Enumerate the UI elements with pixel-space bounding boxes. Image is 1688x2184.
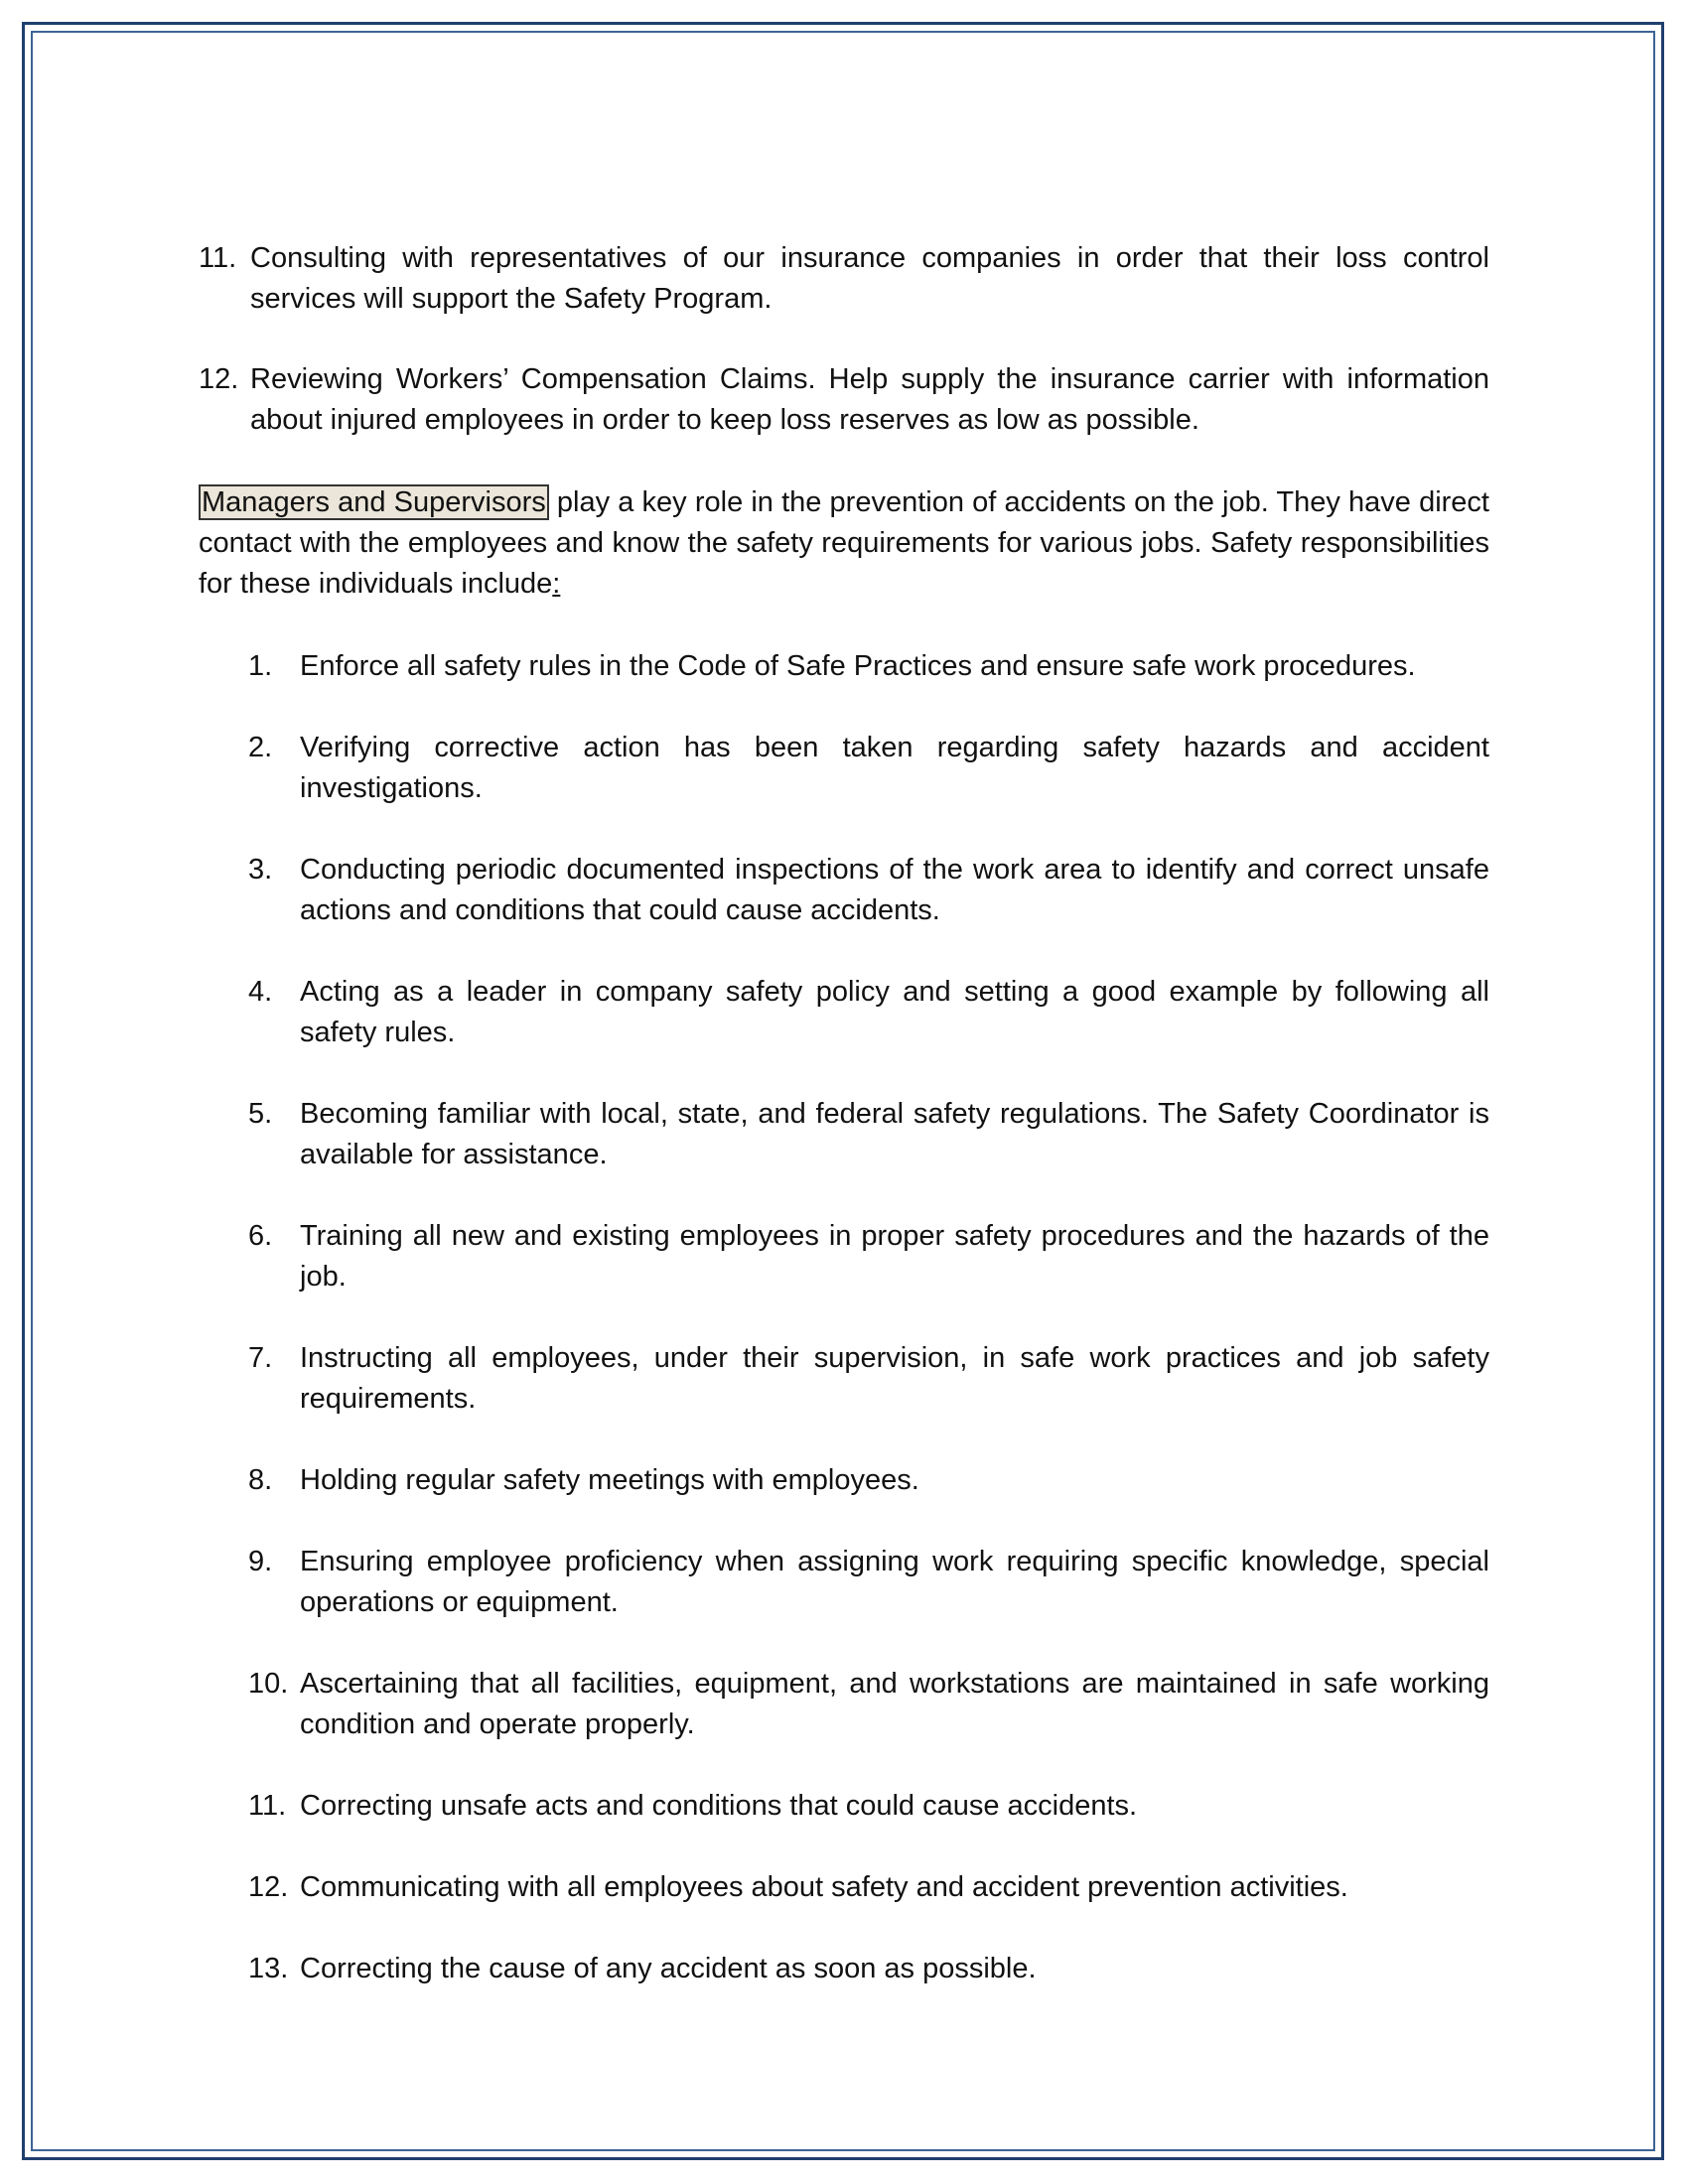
list-item bbox=[199, 1542, 1489, 1623]
list-text: Reviewing Workers’ Compensation Claims. Help supply the insurance carrier with information about injured employees in order to keep loss reserves as low as possible. bbox=[250, 363, 1489, 436]
managers-paragraph bbox=[199, 482, 1489, 605]
list-item bbox=[199, 1338, 1489, 1420]
list-text: Becoming familiar with local, state, and federal safety regulations. The Safety Coordinator is available for assistance. bbox=[300, 1098, 1489, 1170]
list-text: Instructing all employees, under their supervision, in safe work practices and job safety requirements. bbox=[300, 1342, 1489, 1415]
list-item bbox=[199, 850, 1489, 931]
list-number: 4. bbox=[248, 976, 273, 1008]
list-item bbox=[199, 1094, 1489, 1175]
list-number: 7. bbox=[248, 1342, 273, 1374]
paragraph-text: play a key role in the prevention of accidents on the job. They have direct contact with the employees and know the safety requirements for various jobs. Safety responsibilities for these individuals include bbox=[199, 486, 1489, 600]
list-number: 6. bbox=[248, 1220, 273, 1252]
list-text: Verifying corrective action has been taken regarding safety hazards and accident investigations. bbox=[300, 732, 1489, 804]
list-text: Communicating with all employees about safety and accident prevention activities. bbox=[300, 1871, 1348, 1903]
document-body bbox=[199, 238, 1489, 1989]
list-item bbox=[199, 238, 1489, 320]
list-item bbox=[199, 1867, 1489, 1908]
highlighted-term: Managers and Supervisors bbox=[199, 484, 549, 520]
list-number: 13. bbox=[248, 1953, 289, 1984]
list-text: Enforce all safety rules in the Code of Safe Practices and ensure safe work procedures. bbox=[300, 650, 1416, 682]
list-number: 11. bbox=[199, 242, 237, 274]
list-item bbox=[199, 1664, 1489, 1745]
list-item bbox=[199, 1949, 1489, 1989]
list-item bbox=[199, 359, 1489, 441]
list-item bbox=[199, 646, 1489, 687]
list-number: 12. bbox=[199, 363, 239, 395]
list-number: 3. bbox=[248, 854, 273, 886]
list-item bbox=[199, 728, 1489, 809]
list-text: Acting as a leader in company safety policy and setting a good example by following all safety rules. bbox=[300, 976, 1489, 1048]
list-item bbox=[199, 1786, 1489, 1827]
list-number: 10. bbox=[248, 1668, 289, 1700]
list-number: 12. bbox=[248, 1871, 289, 1903]
list-text: Ensuring employee proficiency when assigning work requiring specific knowledge, special operations or equipment. bbox=[300, 1546, 1489, 1618]
list-text: Correcting unsafe acts and conditions that could cause accidents. bbox=[300, 1790, 1138, 1822]
list-number: 1. bbox=[248, 650, 273, 682]
list-text: Correcting the cause of any accident as soon as possible. bbox=[300, 1953, 1037, 1984]
list-number: 9. bbox=[248, 1546, 273, 1577]
list-text: Consulting with representatives of our insurance companies in order that their loss control services will support the Safety Program. bbox=[250, 242, 1489, 315]
list-text: Ascertaining that all facilities, equipment, and workstations are maintained in safe working condition and operate properly. bbox=[300, 1668, 1489, 1740]
list-number: 5. bbox=[248, 1098, 273, 1130]
list-item bbox=[199, 972, 1489, 1053]
list-item bbox=[199, 1216, 1489, 1297]
paragraph-colon: : bbox=[552, 568, 561, 600]
list-text: Training all new and existing employees in proper safety procedures and the hazards of the job. bbox=[300, 1220, 1489, 1293]
list-text: Conducting periodic documented inspections of the work area to identify and correct unsafe actions and conditions that could cause accidents. bbox=[300, 854, 1489, 926]
list-number: 8. bbox=[248, 1464, 273, 1496]
list-number: 11. bbox=[248, 1790, 287, 1822]
list-number: 2. bbox=[248, 732, 273, 763]
list-text: Holding regular safety meetings with employees. bbox=[300, 1464, 919, 1496]
list-item bbox=[199, 1460, 1489, 1501]
